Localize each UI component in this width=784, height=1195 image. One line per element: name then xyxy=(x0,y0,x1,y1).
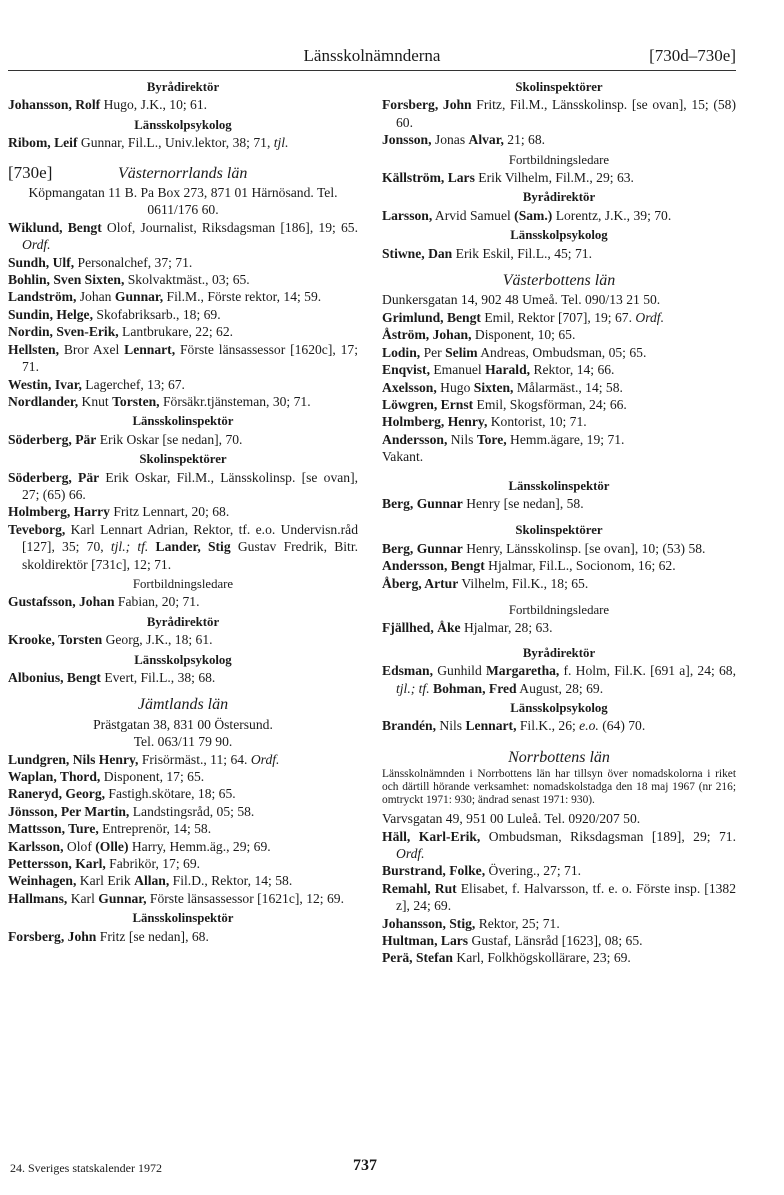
entry: Stiwne, Dan Erik Eskil, Fil.L., 45; 71. xyxy=(382,245,592,261)
entry: Berg, Gunnar Henry [se nedan], 58. xyxy=(382,495,584,511)
entry: Wiklund, Bengt Olof, Journalist, Riksdagsman [186], 19; 65. Ordf. xyxy=(8,219,358,253)
county-phone: Tel. 063/11 79 90. xyxy=(133,734,233,750)
entry: Pettersson, Karl, Fabrikör, 17; 69. xyxy=(8,856,201,872)
entry: Gustafsson, Johan Fabian, 20; 71. xyxy=(8,594,200,610)
county-note: Länsskolnämnden i Norrbottens län har tillsyn över nomadskolorna i riket och därtill hörande verksamhet: nomadskolstadga den 18 maj 1967 (nr 216; omtryckt 1971: 930; ändrad senast 1971: 930). xyxy=(382,768,736,807)
entry: Edsman, Gunhild Margaretha, f. Holm, Fil.K. [691 a], 24; 68, tjl.; tf. Bohman, Fred August, 28; 69. xyxy=(382,663,736,696)
entry: Teveborg, Karl Lennart Adrian, Rektor, tf. e.o. Undervisn.råd [127], 35; 70, tjl.; tf. Lander, Stig Gustav Fredrik, Bitr. skoldirektör [731c], 12; 71. xyxy=(8,521,359,572)
entry: Westin, Ivar, Lagerchef, 13; 67. xyxy=(8,376,185,392)
entry: Fjällhed, Åke Hjalmar, 28; 63. xyxy=(382,620,553,636)
entry: Karlsson, Olof (Olle) Harry, Hemm.äg., 29; 69. xyxy=(8,838,271,854)
entry: Ribom, Leif Gunnar, Fil.L., Univ.lektor, 38; 71, tjl. xyxy=(8,135,289,151)
county-address: Dunkersgatan 14, 902 48 Umeå. Tel. 090/13 21 50. xyxy=(382,292,661,308)
header-title: Länsskolnämnderna xyxy=(303,46,441,65)
header-section-code: [730d–730e] xyxy=(649,46,736,65)
entry: Hellsten, Bror Axel Lennart, Förste länsassessor [1620c], 17; 71. xyxy=(8,341,358,375)
entry: Andersson, Bengt Hjalmar, Fil.L., Socionom, 16; 62. xyxy=(382,558,676,574)
section-heading: Fortbildningsledare xyxy=(508,152,610,167)
entry: Forsberg, John Fritz, Fil.M., Länsskolinsp. [se ovan], 15; (58) 60. xyxy=(382,97,737,130)
section-heading: Byrådirektör xyxy=(146,614,220,629)
entry: Åberg, Artur Vilhelm, Fil.K., 18; 65. xyxy=(382,575,589,591)
county-name: Västerbottens län xyxy=(502,272,616,290)
section-heading: Länsskolinspektör xyxy=(508,478,610,493)
entry: Lundgren, Nils Henry, Frisörmäst., 11; 64. Ordf. xyxy=(8,751,280,767)
entry: Holmberg, Henry, Kontorist, 10; 71. xyxy=(382,414,587,430)
county-address: Prästgatan 38, 831 00 Östersund. xyxy=(93,716,273,732)
section-heading: Byrådirektör xyxy=(522,190,596,205)
section-heading: Länsskolpsykolog xyxy=(510,228,608,243)
section-heading: Byrådirektör xyxy=(146,80,220,94)
entry: Johansson, Stig, Rektor, 25; 71. xyxy=(382,915,560,931)
section-heading: Fortbildningsledare xyxy=(132,576,234,591)
footer-source: 24. Sveriges statskalender 1972 xyxy=(10,1161,162,1175)
section-heading: Skolinspektörer xyxy=(139,452,227,467)
entry: Enqvist, Emanuel Harald, Rektor, 14; 66. xyxy=(382,362,615,378)
entry: Larsson, Arvid Samuel (Sam.) Lorentz, J.K., 39; 70. xyxy=(382,207,672,223)
entry: Grimlund, Bengt Emil, Rektor [707], 19; 67. Ordf. xyxy=(382,309,664,325)
county-address: Varvsgatan 49, 951 00 Luleå. Tel. 0920/207 50. xyxy=(382,811,641,827)
section-heading: Skolinspektörer xyxy=(515,80,603,94)
entry: Johansson, Rolf Hugo, J.K., 10; 61. xyxy=(8,97,208,113)
entry: Brandén, Nils Lennart, Fil.K., 26; e.o. (64) 70. xyxy=(382,718,646,734)
page-header xyxy=(8,44,736,71)
section-heading: Länsskolpsykolog xyxy=(134,117,232,132)
entry: Åström, Johan, Disponent, 10; 65. xyxy=(382,327,576,343)
entry: Waplan, Thord, Disponent, 17; 65. xyxy=(8,769,205,785)
entry: Källström, Lars Erik Vilhelm, Fil.M., 29; 63. xyxy=(382,170,634,186)
entry: Forsberg, John Fritz [se nedan], 68. xyxy=(8,928,209,944)
right-column xyxy=(382,76,736,967)
section-heading: Länsskolpsykolog xyxy=(134,652,232,667)
county-address: Köpmangatan 11 B. Pa Box 273, 871 01 Härnösand. Tel. 0611/176 60. xyxy=(28,185,338,218)
section-heading: Länsskolinspektör xyxy=(132,911,234,926)
county-heading xyxy=(8,164,358,182)
entry: Weinhagen, Karl Erik Allan, Fil.D., Rektor, 14; 58. xyxy=(8,873,293,889)
entry: Andersson, Nils Tore, Hemm.ägare, 19; 71. xyxy=(382,431,625,447)
section-heading: Fortbildningsledare xyxy=(508,602,610,617)
entry: Jönsson, Per Martin, Landstingsråd, 05; 58. xyxy=(8,803,255,819)
entry: Sundin, Helge, Skofabriksarb., 18; 69. xyxy=(8,306,221,322)
entry: Remahl, Rut Elisabet, f. Halvarsson, tf. e. o. Förste insp. [1382 z], 24; 69. xyxy=(382,880,737,914)
entry: Perä, Stefan Karl, Folkhögskollärare, 23; 69. xyxy=(382,950,631,966)
entry: Bohlin, Sven Sixten, Skolvaktmäst., 03; 65. xyxy=(8,272,250,288)
entry: Landström, Johan Gunnar, Fil.M., Förste rektor, 14; 59. xyxy=(8,289,322,305)
entry: Hallmans, Karl Gunnar, Förste länsassessor [1621c], 12; 69. xyxy=(8,890,344,906)
entry: Nordin, Sven-Erik, Lantbrukare, 22; 62. xyxy=(8,324,234,340)
entry: Lodin, Per Selim Andreas, Ombudsman, 05; 65. xyxy=(382,344,647,360)
entry: Burstrand, Folke, Övering., 27; 71. xyxy=(382,863,582,879)
county-name: Västernorrlands län xyxy=(118,164,248,182)
section-heading: Skolinspektörer xyxy=(515,523,603,538)
entry: Jonsson, Jonas Alvar, 21; 68. xyxy=(382,132,546,148)
entry: Holmberg, Harry Fritz Lennart, 20; 68. xyxy=(8,504,230,520)
section-number: [730e] xyxy=(8,162,53,182)
entry: Mattsson, Ture, Entreprenör, 14; 58. xyxy=(8,821,212,837)
section-heading: Byrådirektör xyxy=(522,645,596,660)
entry: Häll, Karl-Erik, Ombudsman, Riksdagsman [189], 29; 71. Ordf. xyxy=(382,828,737,862)
county-name: Jämtlands län xyxy=(137,696,229,714)
entry: Berg, Gunnar Henry, Länsskolinsp. [se ovan], 10; (53) 58. xyxy=(382,540,706,556)
entry: Löwgren, Ernst Emil, Skogsförman, 24; 66. xyxy=(382,396,627,412)
entry: Axelsson, Hugo Sixten, Målarmäst., 14; 58. xyxy=(382,379,623,395)
entry: Sundh, Ulf, Personalchef, 37; 71. xyxy=(8,254,193,270)
entry: Söderberg, Pär Erik Oskar [se nedan], 70. xyxy=(8,431,243,447)
section-heading: Länsskolinspektör xyxy=(132,414,234,429)
entry: Raneryd, Georg, Fastigh.skötare, 18; 65. xyxy=(8,786,236,802)
vacant-note: Vakant. xyxy=(382,449,424,465)
section-heading: Länsskolpsykolog xyxy=(510,701,608,715)
left-column xyxy=(8,76,358,945)
entry: Nordlander, Knut Torsten, Försäkr.tjänsteman, 30; 71. xyxy=(8,393,311,409)
entry: Söderberg, Pär Erik Oskar, Fil.M., Länsskolinsp. [se ovan], 27; (65) 66. xyxy=(8,469,358,502)
entry: Hultman, Lars Gustaf, Länsråd [1623], 08; 65. xyxy=(382,933,643,949)
county-name: Norrbottens län xyxy=(508,748,610,766)
page-number: 737 xyxy=(353,1157,377,1174)
entry: Albonius, Bengt Evert, Fil.L., 38; 68. xyxy=(8,670,216,685)
entry: Krooke, Torsten Georg, J.K., 18; 61. xyxy=(8,632,213,648)
